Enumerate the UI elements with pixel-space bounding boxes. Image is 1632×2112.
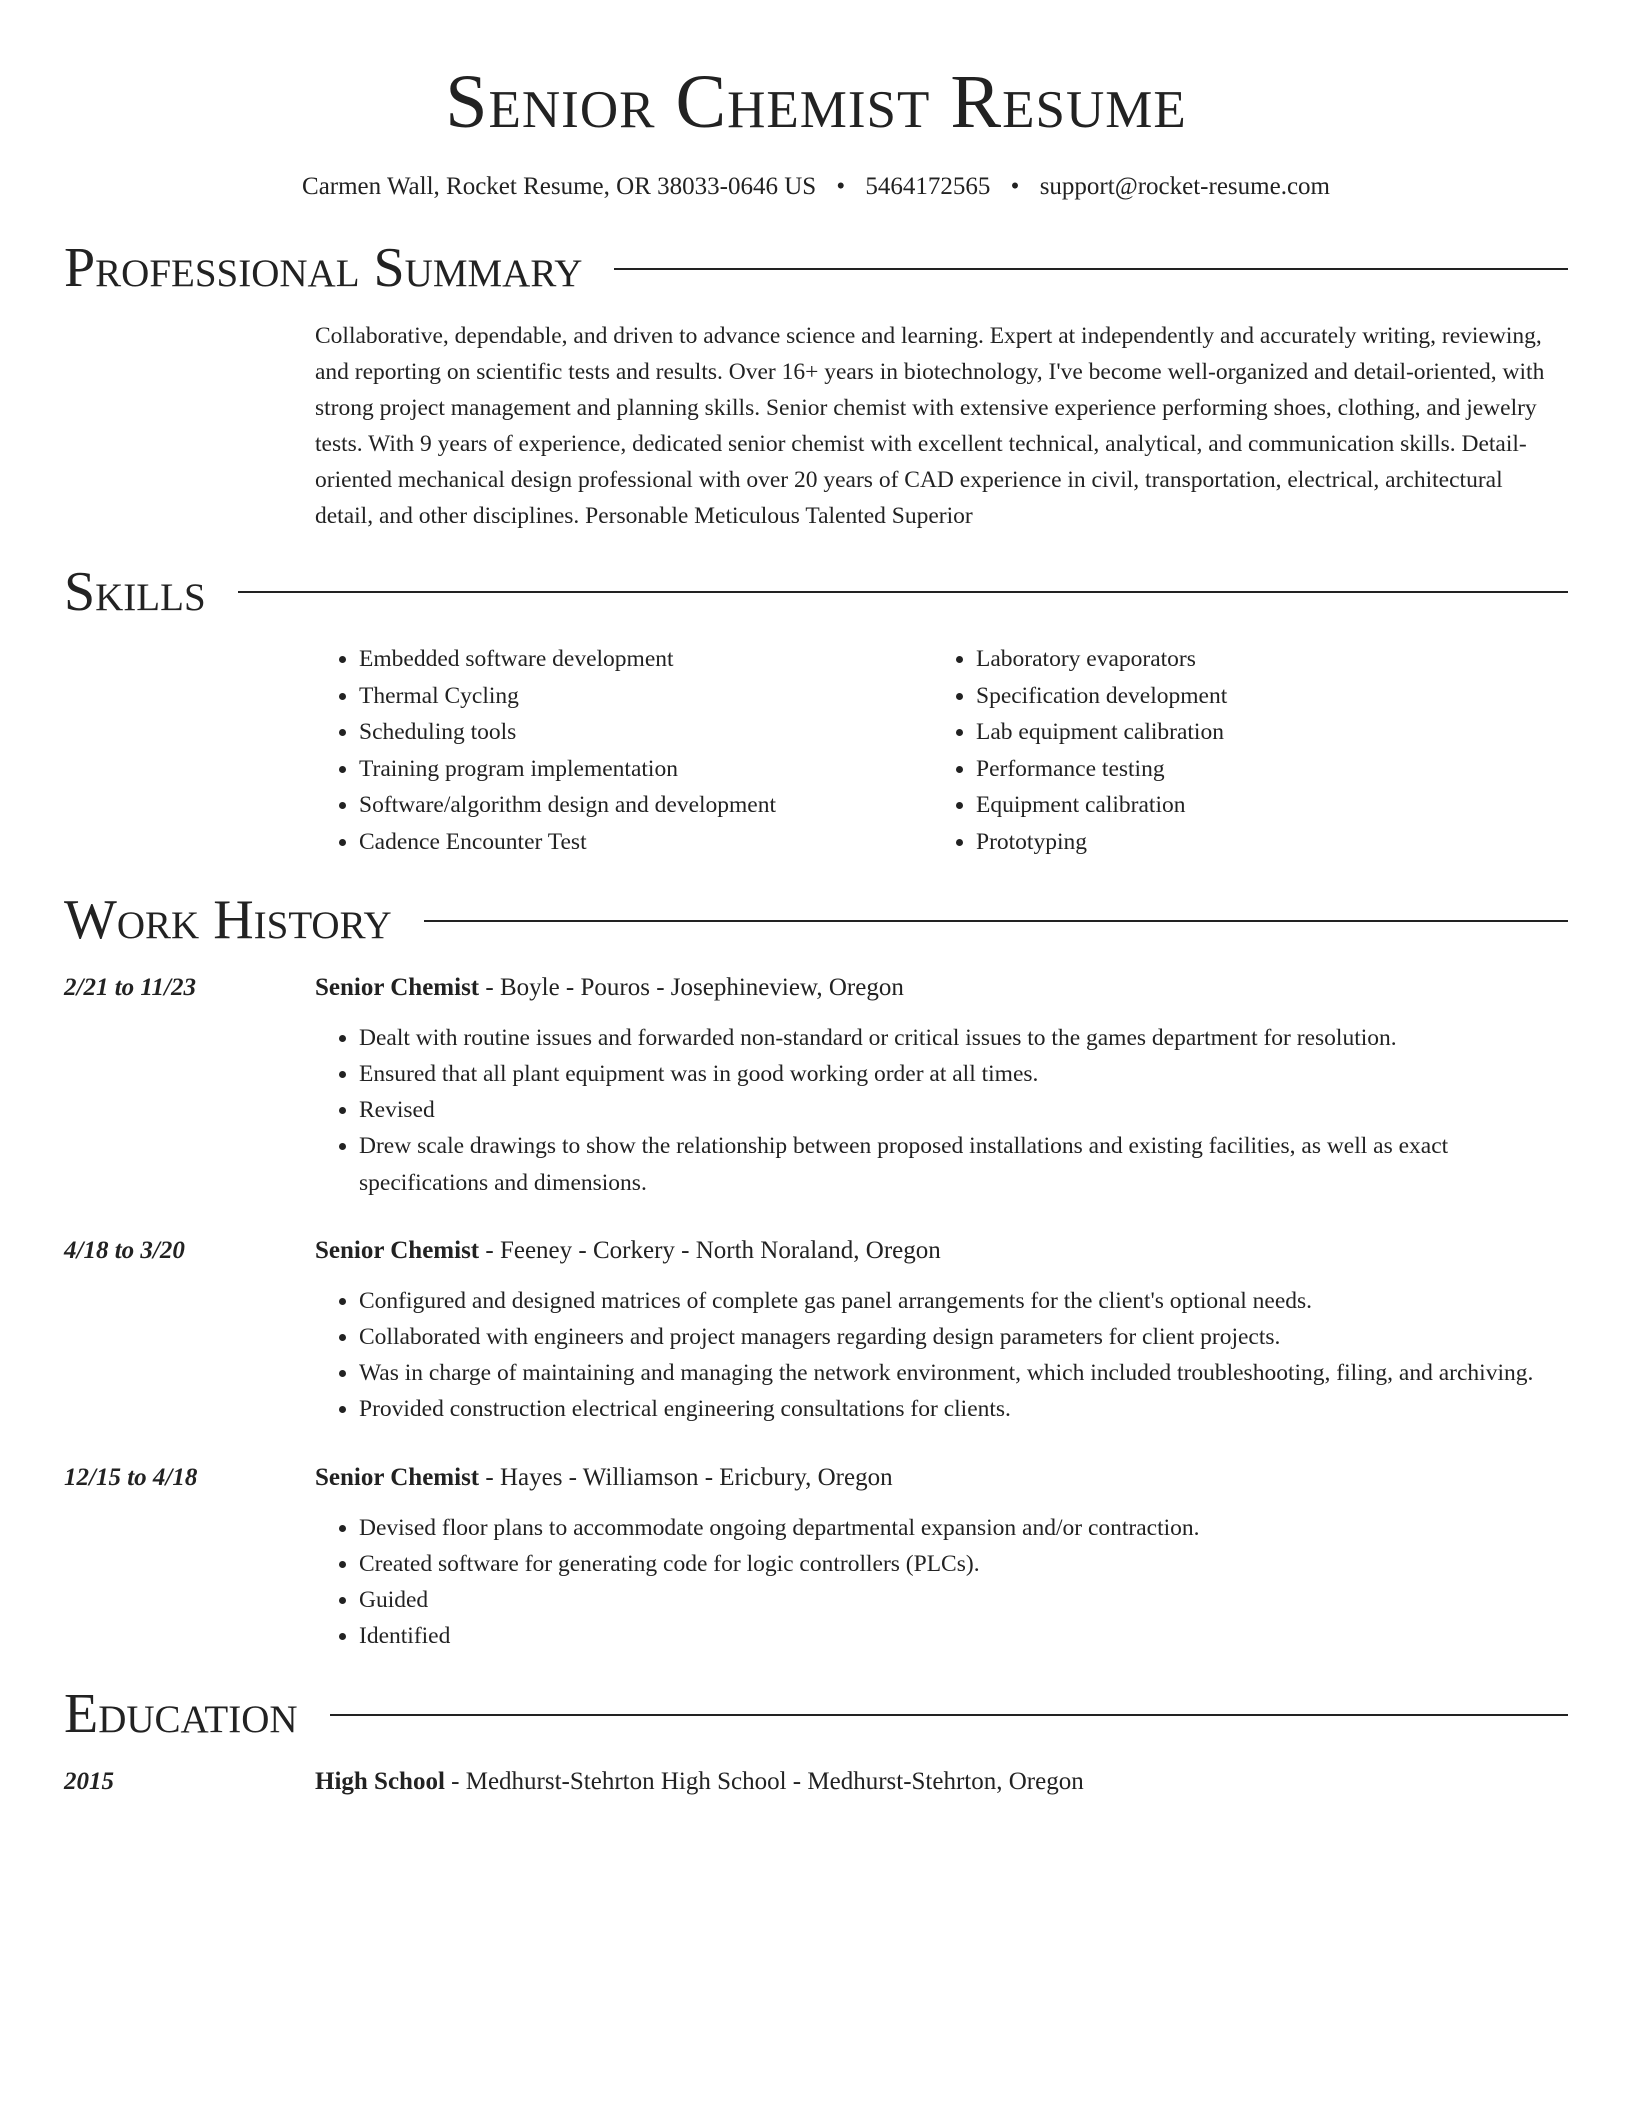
contact-address: Carmen Wall, Rocket Resume, OR 38033-0646 US [302, 173, 817, 200]
contact-line [64, 172, 1568, 202]
job-employer: - Feeney - Corkery - North Noraland, Oregon [479, 1236, 941, 1264]
job-entry [64, 970, 1568, 1201]
job-bullets [315, 1020, 1568, 1201]
work-section-header [64, 890, 1568, 952]
job-bullets [315, 1283, 1568, 1428]
job-dates: 4/18 to 3/20 [64, 1236, 185, 1264]
job-employer: - Boyle - Pouros - Josephineview, Oregon [479, 973, 904, 1001]
job-bullet: • Revised [359, 1092, 1568, 1128]
skills-list-left [315, 641, 932, 860]
skill-item: • Software/algorithm design and development [359, 787, 932, 824]
bullet-separator: • [1010, 173, 1020, 200]
skills-section-header [64, 562, 1568, 624]
contact-phone: 5464172565 [865, 173, 991, 200]
summary-heading: Professional Summary [64, 237, 583, 299]
job-bullet: • Ensured that all plant equipment was in good working order at all times. [359, 1056, 1568, 1092]
skill-item: • Thermal Cycling [359, 678, 932, 715]
skill-item: • Scheduling tools [359, 714, 932, 751]
skill-item: • Lab equipment calibration [976, 714, 1549, 751]
skills-heading: Skills [64, 560, 206, 623]
summary-row [64, 318, 1568, 534]
job-header [315, 970, 1568, 1006]
job-bullets [315, 1510, 1568, 1655]
job-entry [64, 1233, 1568, 1428]
skills-row [64, 641, 1568, 860]
education-section-header [64, 1684, 1568, 1746]
skill-item: • Cadence Encounter Test [359, 824, 932, 861]
job-dates: 12/15 to 4/18 [64, 1463, 198, 1491]
section-divider [614, 268, 1568, 270]
job-bullet: • Configured and designed matrices of complete gas panel arrangements for the client's optional needs. [359, 1283, 1568, 1319]
skills-list-right [932, 641, 1549, 860]
section-divider [330, 1714, 1568, 1716]
skill-item: • Training program implementation [359, 751, 932, 788]
job-title: Senior Chemist [315, 1236, 480, 1264]
job-bullet: • Guided [359, 1582, 1568, 1618]
job-bullet: • Devised floor plans to accommodate ongoing departmental expansion and/or contraction. [359, 1510, 1568, 1546]
bullet-separator: • [836, 173, 846, 200]
education-year: 2015 [64, 1768, 114, 1796]
job-dates: 2/21 to 11/23 [64, 973, 196, 1001]
education-school: - Medhurst-Stehrton High School - Medhurst-Stehrton, Oregon [444, 1768, 1084, 1796]
job-bullet: • Dealt with routine issues and forwarded non-standard or critical issues to the games department for resolution. [359, 1020, 1568, 1056]
job-header [315, 1233, 1568, 1269]
job-title: Senior Chemist [315, 973, 480, 1001]
education-degree: High School [315, 1768, 445, 1796]
skill-item: • Specification development [976, 678, 1549, 715]
skill-item: • Equipment calibration [976, 787, 1549, 824]
job-entry [64, 1460, 1568, 1655]
job-bullet: • Drew scale drawings to show the relationship between proposed installations and existing facilities, as well as exact specifications and dimensions. [359, 1128, 1568, 1200]
skill-item: • Laboratory evaporators [976, 641, 1549, 678]
education-entry [64, 1764, 1568, 1800]
skill-item: • Performance testing [976, 751, 1549, 788]
skill-item: • Embedded software development [359, 641, 932, 678]
job-title: Senior Chemist [315, 1463, 480, 1491]
page-title: Senior Chemist Resume [445, 60, 1187, 144]
resume-page [64, 0, 1568, 1800]
section-divider [238, 591, 1568, 593]
job-employer: - Hayes - Williamson - Ericbury, Oregon [479, 1463, 893, 1491]
skill-item: • Prototyping [976, 824, 1549, 861]
job-header [315, 1460, 1568, 1496]
work-heading: Work History [64, 889, 392, 952]
job-bullet: • Was in charge of maintaining and managing the network environment, which included troubleshooting, filing, and archiving. [359, 1355, 1568, 1391]
section-divider [424, 920, 1568, 922]
education-header [315, 1764, 1568, 1800]
job-bullet: • Created software for generating code for logic controllers (PLCs). [359, 1546, 1568, 1582]
education-heading: Education [64, 1683, 298, 1746]
job-bullet: • Collaborated with engineers and project managers regarding design parameters for client projects. [359, 1319, 1568, 1355]
summary-text: Collaborative, dependable, and driven to advance science and learning. Expert at independently and accurately writing, reviewing, and reporting on scientific tests and results. Over 16+ years in biotechnology, I've become well-organized and detail-oriented, with strong project management and planning skills. Senior chemist with extensive experience performing shoes, clothing, and jewelry tests. With 9 years of experience, dedicated senior chemist with excellent technical, analytical, and communication skills. Detail-oriented mechanical design professional with over 20 years of CAD experience in civil, transportation, electrical, architectural detail, and other disciplines. Personable Meticulous Talented Superior [315, 322, 1545, 529]
summary-section-header [64, 238, 1568, 300]
contact-email: support@rocket-resume.com [1039, 173, 1330, 200]
job-bullet: • Identified [359, 1618, 1568, 1654]
job-bullet: • Provided construction electrical engineering consultations for clients. [359, 1391, 1568, 1427]
